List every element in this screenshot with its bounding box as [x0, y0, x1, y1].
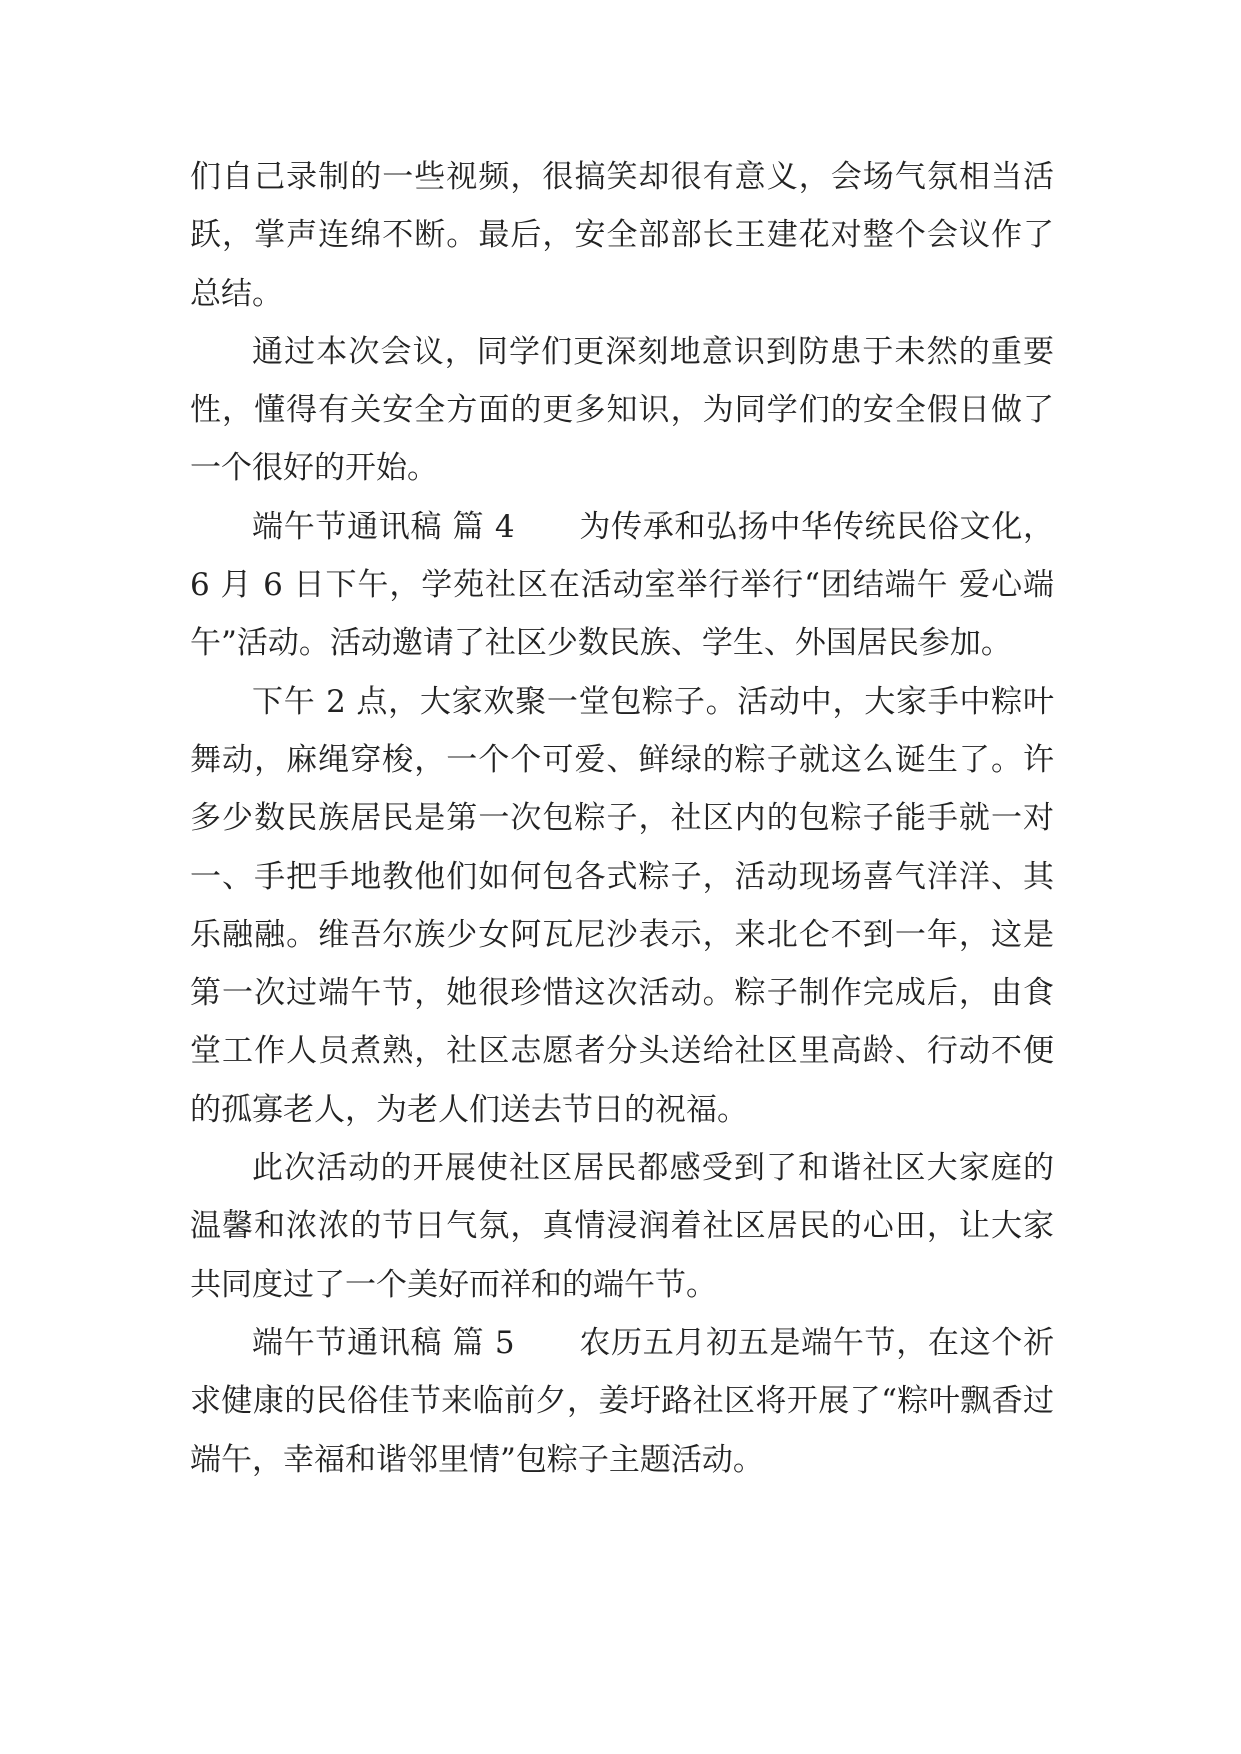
section-body-4: 为传承和弘扬中华传统民俗文化，6 月 6 日下午，学苑社区在活动室举行举行“团结端午 爱心端午”活动。活动邀请了社区少数民族、学生、外国居民参加。 [190, 508, 1055, 662]
document-page [190, 148, 1054, 1489]
section-heading-5: 端午节通讯稿 篇 5 [252, 1324, 515, 1361]
body-paragraph-4: 下午 2 点，大家欢聚一堂包粽子。活动中，大家手中粽叶舞动，麻绳穿梭，一个个可爱、鲜绿的粽子就这么诞生了。许多少数民族居民是第一次包粽子，社区内的包粽子能手就一对一、手把手地教他们如何包各式粽子，活动现场喜气洋洋、其乐融融。维吾尔族少女阿瓦尼沙表示，来北仑不到一年，这是第一次过端午节，她很珍惜这次活动。粽子制作完成后，由食堂工作人员煮熟，社区志愿者分头送给社区里高龄、行动不便的孤寡老人，为老人们送去节日的祝福。 [190, 683, 1054, 1128]
section-body-5: 农历五月初五是端午节，在这个祈求健康的民俗佳节来临前夕，姜圩路社区将开展了“粽叶飘香过端午，幸福和谐邻里情”包粽子主题活动。 [190, 1324, 1055, 1478]
section-paragraph-4 [190, 498, 1054, 673]
section-paragraph-5 [190, 1314, 1054, 1489]
section-heading-4: 端午节通讯稿 篇 4 [252, 508, 515, 545]
body-paragraph-5: 此次活动的开展使社区居民都感受到了和谐社区大家庭的温馨和浓浓的节日气氛，真情浸润着社区居民的心田，让大家共同度过了一个美好而祥和的端午节。 [190, 1150, 1054, 1303]
body-paragraph-1: 们自己录制的一些视频，很搞笑却很有意义，会场气氛相当活跃，掌声连绵不断。最后，安全部部长王建花对整个会议作了总结。 [190, 159, 1054, 312]
body-paragraph-2: 通过本次会议，同学们更深刻地意识到防患于未然的重要性，懂得有关安全方面的更多知识，为同学们的安全假日做了一个很好的开始。 [190, 333, 1054, 487]
